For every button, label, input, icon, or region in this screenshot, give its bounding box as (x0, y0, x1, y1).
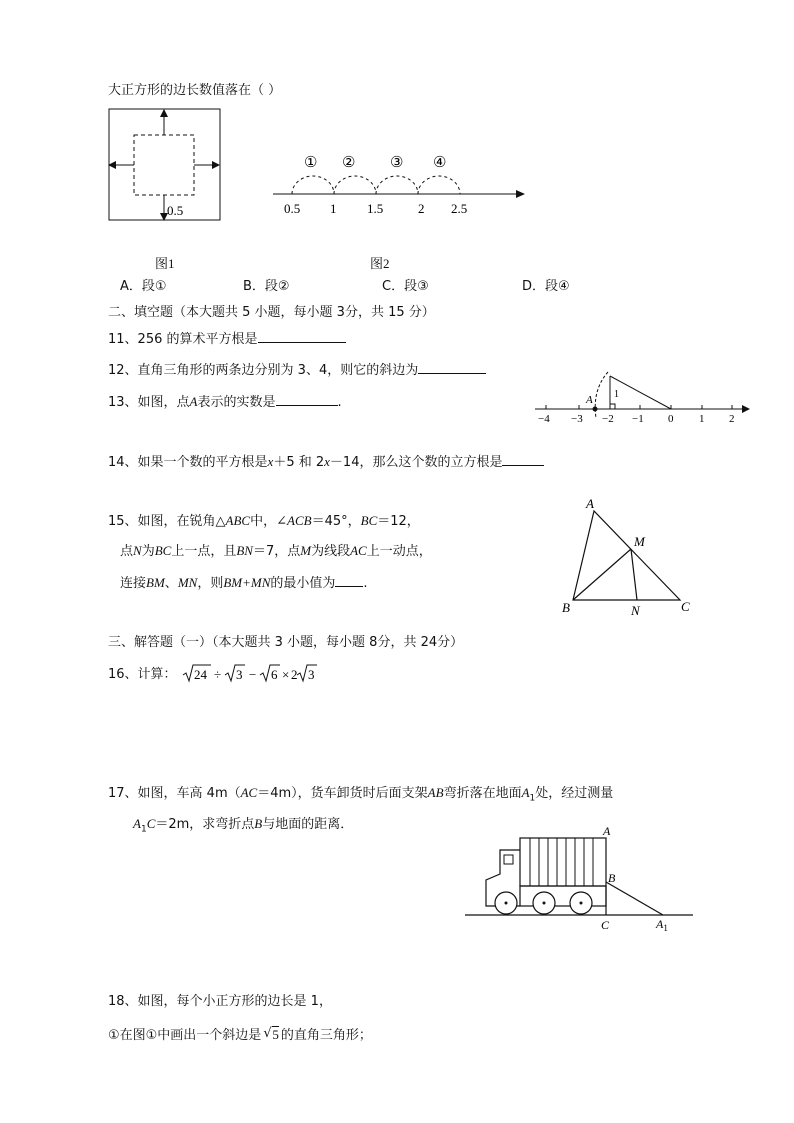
question-17-line-1 (108, 784, 613, 808)
point-b-label: B (608, 871, 616, 885)
question-15-triangle-figure (555, 495, 700, 620)
tick-label: −1 (632, 413, 644, 425)
question-13-figure (530, 368, 760, 428)
variable: x (324, 454, 330, 469)
segment-label-3: ③ (390, 155, 404, 171)
text: 连接 (120, 576, 147, 591)
question-16-expression (178, 662, 318, 686)
point-m-label: M (634, 534, 645, 549)
math: AC (350, 543, 367, 558)
variable: A (189, 394, 198, 409)
question-14-text: 14、如果一个数的平方根是 (108, 455, 268, 470)
point-n-label: N (631, 603, 640, 618)
segment-label-2: ② (342, 155, 356, 171)
text: ＝4m），货车卸货时后面支架 (257, 786, 428, 801)
math: BM+MN (223, 575, 271, 590)
punctuation: . (337, 395, 342, 410)
option-b: B．段② (243, 279, 290, 294)
question-stem: 大正方形的边长数值落在（ ） (108, 83, 282, 98)
radicand: 3 (236, 667, 243, 682)
math: B (254, 816, 263, 831)
question-13 (108, 393, 342, 412)
segment-label-4: ④ (433, 155, 447, 171)
radicand: 24 (194, 667, 207, 682)
tick-label: 0 (668, 413, 674, 425)
radicand: 6 (271, 667, 278, 682)
math: MN (177, 575, 198, 590)
vertex-a-label: A (586, 496, 594, 511)
side-length-label: 1 (614, 389, 619, 400)
text: 为线段 (311, 544, 351, 559)
math: M (300, 543, 312, 558)
subscript: 1 (529, 793, 536, 804)
variable: x (267, 454, 274, 469)
tick-label: 1 (330, 201, 337, 216)
question-11-text: 11、256 的算术平方根是 (108, 332, 258, 347)
question-17-line-2 (133, 815, 353, 839)
question-16-label: 16、计算： (108, 667, 177, 682)
tick-label: 2 (729, 413, 735, 425)
text: 上一动点， (366, 544, 432, 559)
text: 处，经过测量 (535, 786, 614, 801)
math: N (133, 543, 142, 558)
tick-label: 1.5 (367, 201, 384, 216)
text: 为 (141, 544, 155, 559)
math: A (133, 816, 141, 831)
tick-label: 0.5 (284, 201, 301, 216)
tick-label: 2 (418, 201, 425, 216)
question-13-text: 表示的实数是 (197, 395, 276, 410)
text: ＝12， (377, 514, 420, 529)
tick-label: −3 (571, 413, 583, 425)
figure-2-caption: 图2 (370, 256, 390, 271)
figure-1-label: 0.5 (167, 203, 184, 218)
answer-blank (276, 393, 338, 406)
text: ，则 (197, 576, 224, 591)
operator: − (249, 667, 257, 682)
tick-label: −4 (538, 413, 550, 425)
text: 的直角三角形； (280, 1028, 372, 1043)
question-11 (108, 330, 346, 349)
punctuation: . (363, 576, 368, 591)
text: ＝2m，求弯折点 (155, 817, 255, 832)
radicand: 3 (308, 667, 315, 682)
text: 与地面的距离． (262, 817, 354, 832)
math: BC (154, 543, 172, 558)
question-18-line-2 (108, 1026, 372, 1045)
answer-blank (335, 574, 363, 587)
coefficient: 2 (291, 667, 298, 682)
option-a: A．段① (120, 279, 167, 294)
text: 弯折落在地面 (443, 786, 522, 801)
text: 点 (120, 544, 134, 559)
text: ＝7，点 (252, 544, 301, 559)
math: BN (236, 543, 253, 558)
option-c: C．段③ (382, 279, 429, 294)
text: ①在图①中画出一个斜边是 (108, 1028, 262, 1043)
tick-label: 2.5 (451, 201, 468, 216)
radicand: 5 (272, 1027, 279, 1042)
operator: × (282, 667, 290, 682)
math: C (146, 816, 156, 831)
operator: ÷ (214, 667, 222, 682)
point-a1-letter: A (656, 917, 664, 931)
figure-2-number-line (265, 150, 530, 220)
text: 、 (164, 576, 178, 591)
figure-1-caption: 图1 (155, 256, 175, 271)
sqrt-expression (263, 1026, 279, 1045)
question-15-line-2 (120, 542, 432, 561)
section-3-title: 三、解答题（一）（本大题共 3 小题，每小题 8分，共 24分） (108, 635, 464, 650)
point-c-label: C (601, 918, 610, 932)
question-14-text: ＋5 和 2 (273, 455, 325, 470)
vertex-b-label: B (562, 600, 570, 615)
radical-sign: √ (263, 1026, 272, 1041)
text: 上一点，且 (171, 544, 237, 559)
tick-label: 1 (699, 413, 705, 425)
text: 的最小值为 (270, 576, 336, 591)
question-17-truck-figure (460, 822, 700, 937)
question-16 (108, 666, 177, 684)
text: ＝45°， (311, 514, 361, 529)
math: △ABC (215, 513, 251, 528)
segment-label-1: ① (304, 155, 318, 171)
answer-blank (418, 361, 486, 374)
option-d: D．段④ (522, 279, 570, 294)
question-12 (108, 361, 486, 380)
question-15-line-3 (120, 574, 368, 593)
math: BM (146, 575, 165, 590)
math: ∠ACB (276, 513, 312, 528)
math: AC (240, 785, 258, 800)
math: AB (427, 785, 444, 800)
math: A (521, 785, 530, 800)
tick-label: −2 (602, 413, 614, 425)
point-a1-label (655, 917, 668, 933)
question-18-line-1: 18、如图，每个小正方形的边长是 1， (108, 994, 332, 1009)
figure-1-square (100, 105, 230, 225)
subscript: 1 (140, 824, 147, 835)
text: 中， (250, 514, 277, 529)
point-a-label: A (586, 394, 593, 406)
question-14 (108, 453, 544, 472)
question-14-text: －14，那么这个数的立方根是 (329, 455, 503, 470)
section-2-title: 二、填空题（本大题共 5 小题，每小题 3分，共 15 分） (108, 305, 435, 320)
text: 15、如图，在锐角 (108, 514, 216, 529)
answer-blank (502, 453, 544, 466)
text: 17、如图，车高 4m（ (108, 786, 241, 801)
question-13-text: 13、如图，点 (108, 395, 190, 410)
point-a1-subscript: 1 (663, 923, 668, 933)
question-12-text: 12、直角三角形的两条边分别为 3、4，则它的斜边为 (108, 363, 419, 378)
answer-blank (258, 330, 346, 343)
vertex-c-label: C (681, 599, 690, 614)
question-15-line-1 (108, 512, 420, 531)
math: BC (360, 513, 378, 528)
point-a-label: A (603, 824, 611, 838)
